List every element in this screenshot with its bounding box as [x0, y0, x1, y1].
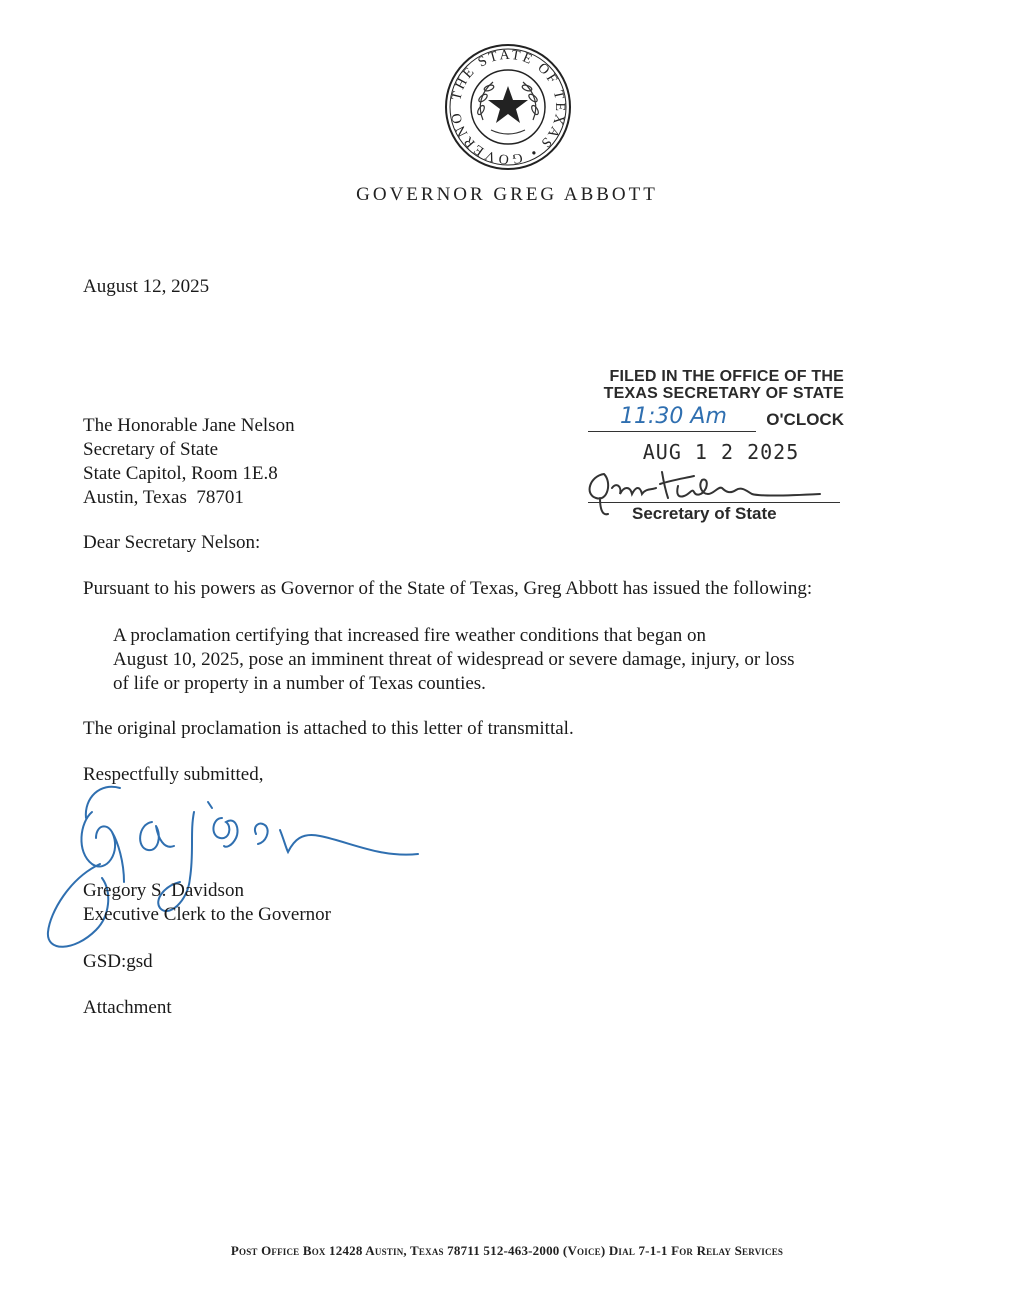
- footer-address: Post Office Box 12428 Austin, Texas 78711 512-463-2000 (Voice) Dial 7-1-1 For Relay Services: [230, 1243, 784, 1258]
- state-seal: [443, 42, 573, 172]
- respectfully-submitted: Respectfully submitted,: [83, 764, 264, 785]
- stamp-oclock: O'CLOCK: [766, 410, 844, 429]
- proclamation-line-3: of life or property in a number of Texas counties.: [113, 673, 486, 694]
- recipient-address-line-2: Austin, Texas 78701: [83, 487, 244, 508]
- stamp-secretary-title: Secretary of State: [632, 504, 777, 523]
- stamp-handwritten-time: 11:30 Am: [620, 404, 727, 429]
- salutation: Dear Secretary Nelson:: [83, 532, 261, 553]
- recipient-name: The Honorable Jane Nelson: [83, 415, 295, 436]
- closing-note: The original proclamation is attached to this letter of transmittal.: [83, 718, 574, 739]
- recipient-address-line-1: State Capitol, Room 1E.8: [83, 463, 278, 484]
- proclamation-line-1: A proclamation certifying that increased fire weather conditions that began on: [113, 625, 707, 646]
- stamp-date: AUG 1 2 2025: [642, 440, 800, 464]
- stamp-line-2: TEXAS SECRETARY OF STATE: [603, 385, 844, 402]
- proclamation-line-2: August 10, 2025, pose an imminent threat of widespread or severe damage, injury, or loss: [113, 649, 795, 670]
- recipient-title: Secretary of State: [83, 439, 219, 460]
- signer-block: [83, 879, 331, 927]
- proclamation-paragraph: [113, 624, 873, 696]
- letterhead-title: GOVERNOR GREG ABBOTT: [356, 184, 658, 205]
- stamp-time-line: [588, 431, 756, 432]
- star-icon: [488, 86, 528, 123]
- seal-text: THE STATE OF TEXAS • GOVERNO: [448, 47, 568, 167]
- signer-title: Executive Clerk to the Governor: [83, 904, 331, 925]
- recipient-address: [83, 414, 295, 510]
- stamp-line-1: FILED IN THE OFFICE OF THE: [609, 368, 844, 385]
- intro-paragraph: Pursuant to his powers as Governor of the State of Texas, Greg Abbott has issued the following:: [83, 578, 813, 599]
- attachment-note: Attachment: [83, 997, 172, 1018]
- reference-initials: GSD:gsd: [83, 951, 153, 972]
- stamp-signature-line: [588, 502, 840, 503]
- filing-stamp: [582, 368, 844, 523]
- letter-date: August 12, 2025: [83, 276, 210, 297]
- signer-name: Gregory S. Davidson: [83, 880, 244, 901]
